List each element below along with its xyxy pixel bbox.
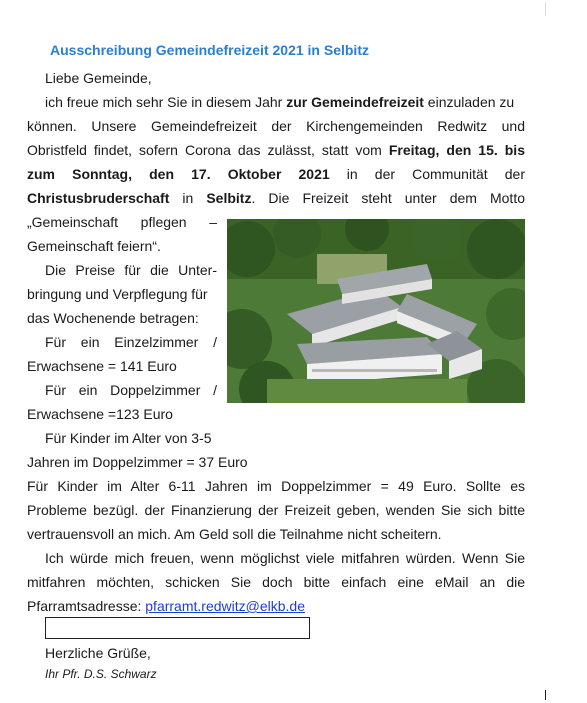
page-edge-mark <box>545 690 546 700</box>
motto-line-2: Gemeinschaft feiern“. <box>27 238 161 254</box>
prices-line-1: Die Preise für die Unter- <box>45 262 217 278</box>
article-title: Ausschreibung Gemeindefreizeit 2021 in Selbitz <box>50 42 369 58</box>
prices-line-3: das Wochenende betragen: <box>27 310 199 326</box>
email-link[interactable]: pfarramt.redwitz@elkb.de <box>145 598 305 614</box>
price-double-room-label: Für ein Doppelzimmer / <box>45 382 217 398</box>
aerial-photo <box>227 219 525 403</box>
intro-line-5: Christusbruderschaft in Selbitz. Die Freizeit steht unter dem Motto <box>27 190 525 206</box>
invite-line-1: Ich würde mich freuen, wenn möglichst viele mitfahren würden. Wenn Sie <box>45 550 525 566</box>
signature: Ihr Pfr. D.S. Schwarz <box>45 667 157 681</box>
invite-line-3: Pfarramtsadresse: pfarramt.redwitz@elkb.de <box>27 598 305 614</box>
price-double-room-value: Erwachsene =123 Euro <box>27 406 173 422</box>
closing: Herzliche Grüße, <box>45 645 151 661</box>
kids-6-11-line-1: Für Kinder im Alter 6-11 Jahren im Doppelzimmer = 49 Euro. Sollte es <box>27 478 525 494</box>
invite-line-2: mitfahren möchten, schicken Sie doch bitte einfach eine eMail an die <box>27 574 525 590</box>
intro-line-2: können. Unsere Gemeindefreizeit der Kirchengemeinden Redwitz und <box>27 118 525 134</box>
price-single-room-value: Erwachsene = 141 Euro <box>27 358 177 374</box>
intro-line-4: zum Sonntag, den 17. Oktober 2021 in der Communität der <box>27 166 525 182</box>
kids-6-11-line-2: Probleme bezügl. der Finanzierung der Freizeit geben, wenden Sie sich bitte <box>27 502 525 518</box>
intro-line-3: Obristfeld findet, sofern Corona das zulässt, statt vom Freitag, den 15. bis <box>27 142 525 158</box>
price-kids-3-5-label: Für Kinder im Alter von 3-5 <box>45 430 212 446</box>
aerial-photo-illustration <box>227 219 525 403</box>
empty-text-box[interactable] <box>45 617 310 639</box>
motto-line-1: „Gemeinschaft pflegen – <box>27 214 217 230</box>
price-single-room-label: Für ein Einzelzimmer / <box>45 334 217 350</box>
kids-6-11-line-3: vertrauensvoll an mich. Am Geld soll die Teilnahme nicht scheitern. <box>27 526 442 542</box>
prices-line-2: bringung und Verpflegung für <box>27 286 208 302</box>
greeting: Liebe Gemeinde, <box>45 70 152 86</box>
price-kids-3-5-value: Jahren im Doppelzimmer = 37 Euro <box>27 454 248 470</box>
page-corner-line <box>545 2 546 16</box>
intro-line-1: ich freue mich sehr Sie in diesem Jahr zur Gemeindefreizeit einzuladen zu <box>45 94 515 110</box>
